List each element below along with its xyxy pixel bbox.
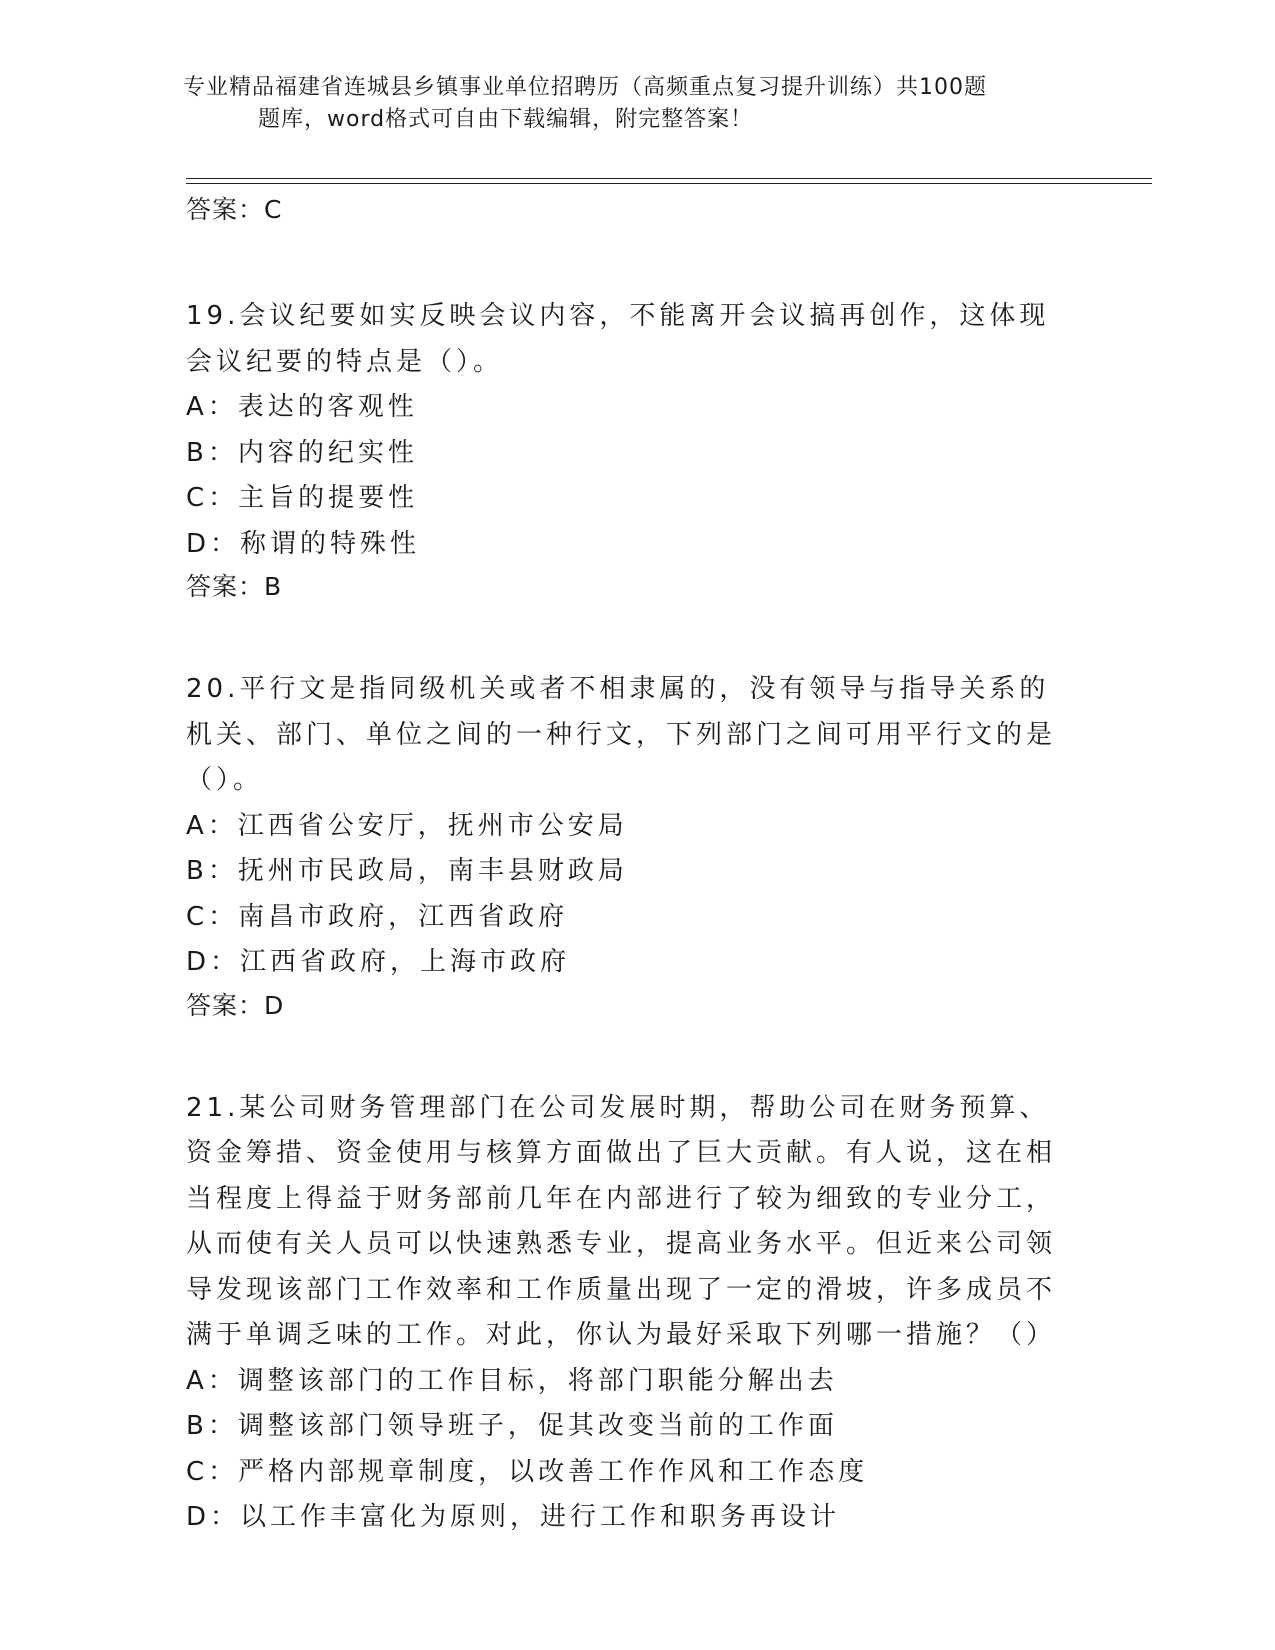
- question-stem: [186, 1086, 1066, 1359]
- question-text: 平行文是指同级机关或者不相隶属的，没有领导与指导关系的机关、部门、单位之间的一种行文，下列部门之间可用平行文的是（）。: [186, 674, 1057, 795]
- question-number: 21.: [186, 1092, 240, 1123]
- question-text: 会议纪要如实反映会议内容，不能离开会议搞再创作，这体现会议纪要的特点是（）。: [186, 301, 1050, 377]
- header-rule-bottom: [186, 183, 1152, 184]
- previous-answer: 答案：C: [186, 195, 283, 224]
- header-title-line-1: 专业精品福建省连城县乡镇事业单位招聘历（高频重点复习提升训练）共100题: [183, 75, 987, 100]
- header-rule-top: [186, 178, 1152, 179]
- option-a: A：江西省公安厅，抚州市公安局: [186, 810, 628, 841]
- option-d: D：称谓的特殊性: [186, 528, 421, 559]
- question-21: [186, 1086, 1086, 1541]
- answer: 答案：B: [186, 572, 283, 601]
- option-b: B：抚州市民政局，南丰县财政局: [186, 856, 628, 886]
- document-body: [186, 190, 1086, 1541]
- option-a: A：调整该部门的工作目标，将部门职能分解出去: [186, 1365, 838, 1396]
- question-20: [186, 667, 1086, 1026]
- header-title-line-2: 题库，word格式可自由下载编辑，附完整答案！: [258, 107, 754, 132]
- option-d: D：江西省政府，上海市政府: [186, 947, 571, 977]
- answer: 答案：D: [186, 990, 285, 1020]
- question-stem: [186, 294, 1066, 385]
- option-b: B：内容的纪实性: [186, 437, 418, 468]
- question-stem: [186, 667, 1066, 804]
- document-header: [183, 72, 1063, 136]
- option-d: D：以工作丰富化为原则，进行工作和职务再设计: [186, 1502, 841, 1532]
- option-a: A：表达的客观性: [186, 392, 418, 422]
- option-c: C：南昌市政府，江西省政府: [186, 901, 569, 932]
- question-19: [186, 294, 1086, 607]
- question-number: 19.: [186, 301, 240, 331]
- option-b: B：调整该部门领导班子，促其改变当前的工作面: [186, 1411, 838, 1441]
- question-number: 20.: [186, 674, 240, 704]
- option-c: C：严格内部规章制度，以改善工作作风和工作态度: [186, 1456, 869, 1487]
- question-text: 某公司财务管理部门在公司发展时期，帮助公司在财务预算、资金筹措、资金使用与核算方面做出了巨大贡献。有人说，这在相当程度上得益于财务部前几年在内部进行了较为细致的专业分工，从而使有关人员可以快速熟悉专业，提高业务水平。但近来公司领导发现该部门工作效率和工作质量出现了一定的滑坡，许多成员不满于单调乏味的工作。对此，你认为最好采取下列哪一措施？（）: [186, 1092, 1057, 1350]
- option-c: C：主旨的提要性: [186, 483, 419, 513]
